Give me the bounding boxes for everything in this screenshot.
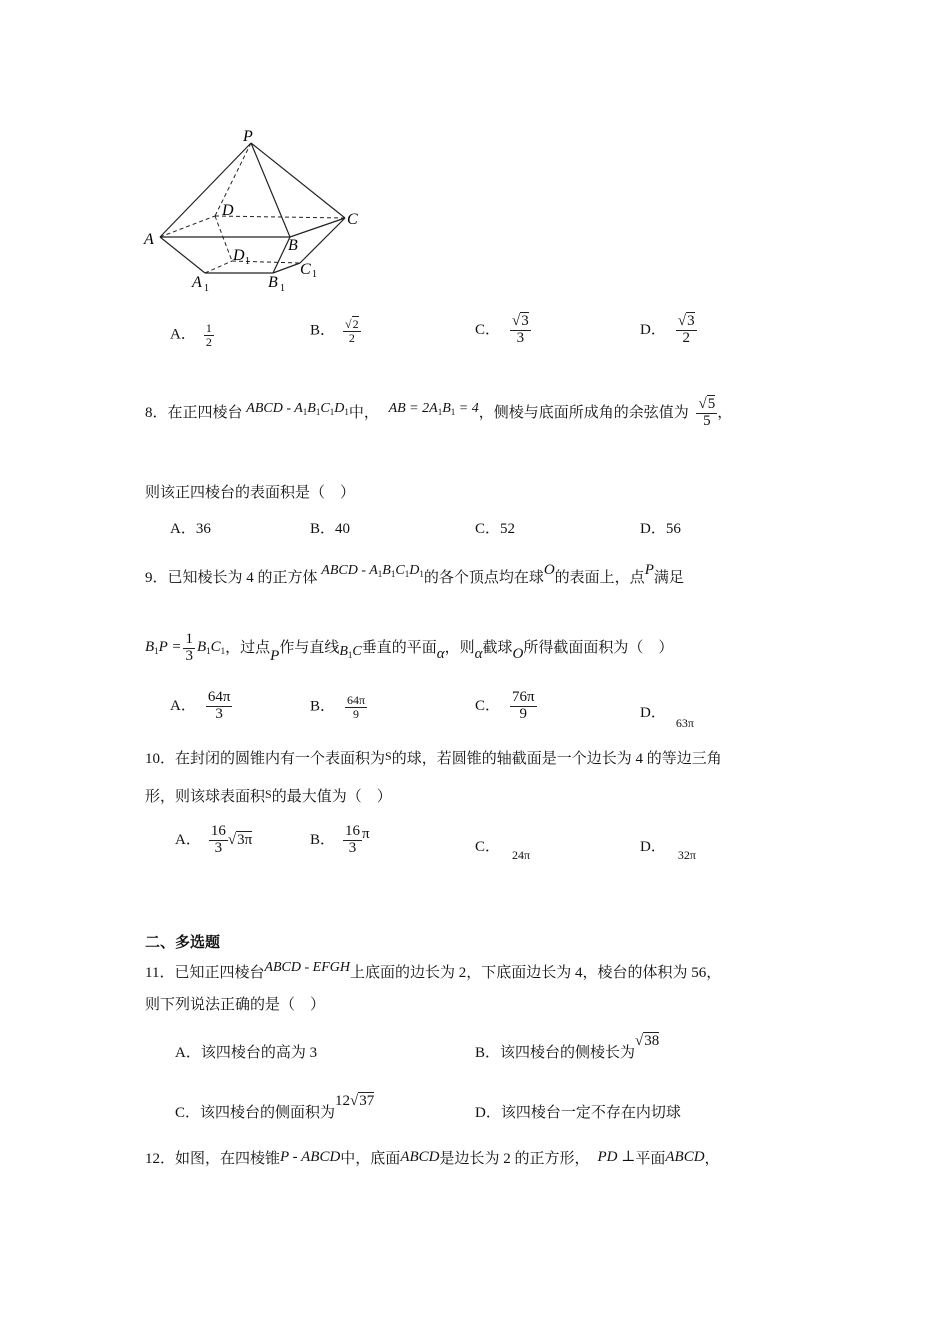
q8-cos-den: 5 [703, 412, 711, 429]
q8-stem-line1: 8．在正四棱台 ABCD - $A_1B_1C_1D_1$中， AB = $2A_1B_1 = 4$，侧棱与底面所成角的余弦值为 $\frac{√5}{5}$ ， [145, 396, 733, 429]
label-C1: C [300, 261, 311, 278]
q9-sphere-O: O [543, 562, 555, 578]
section-title-multiple-choice: 二、多选题 [145, 935, 221, 951]
q9-option-d[interactable]: D．$_{63\pi}$ [640, 705, 694, 730]
label-C1-sub: 1 [312, 269, 317, 280]
q7-option-a[interactable] [170, 322, 214, 348]
q9-option-a[interactable]: A． $\frac{64\pi}{3}$ [170, 689, 231, 722]
label-C: C [347, 211, 358, 228]
q11-frustum-name: ABCD - EFGH [264, 960, 350, 975]
q10-option-c[interactable]: C． $_{24\pi}$ [475, 839, 531, 862]
q9-b-num: 64π [347, 693, 366, 707]
q8-option-c[interactable]: C．52 [475, 521, 516, 537]
label-B1: B [268, 274, 278, 291]
q11-stem-line2: 则下列说法正确的是（ ） [145, 997, 326, 1013]
q11-option-a[interactable]: A．该四棱台的高为 3 [175, 1045, 318, 1061]
q11-option-b[interactable]: B．该四棱台的侧棱长为√38 [475, 1033, 660, 1061]
label-B: B [288, 237, 298, 254]
q9-option-b[interactable]: B． $\frac{64\pi}{9}$ [310, 693, 366, 721]
option-label: D． [640, 321, 666, 338]
q11-stem-line1: 11．已知正四棱台ABCD - EFGH上底面的边长为 2，下底面边长为 4，棱台的体积为 56， [145, 960, 722, 981]
q9-option-c[interactable]: C． $\frac{76\pi}{9}$ [475, 689, 535, 722]
q8-option-a[interactable]: A．36 [170, 521, 211, 537]
q8-frustum-name: ABCD - A [246, 400, 303, 416]
q10-stem-line2: 形，则该球表面积$^S$的最大值为（ ） [145, 787, 392, 805]
q7-a-den: 2 [205, 334, 212, 349]
label-A1: A [192, 274, 202, 291]
q8-cos-num: 5 [707, 396, 716, 412]
q9-c-den: 9 [519, 705, 528, 722]
q7-c-den: 3 [516, 329, 525, 346]
q9-stem-line2: $B_1P$ = $\frac{1}{3}$ $B_1C_1$，过点P作与直线$B_1C$垂直的平面α，则α截球O所得截面面积为（ ） [145, 631, 674, 664]
q9-a-num: 64π [207, 689, 231, 705]
q7-d-num: 3 [687, 313, 695, 329]
q9-frac-den: 3 [185, 647, 193, 664]
q9-stem-line1: 9．已知棱长为 4 的正方体 ABCD - $A_1B_1C_1D_1$的各个顶点均在球O的表面上，点P满足 [145, 562, 684, 587]
label-A: A [144, 231, 154, 248]
label-P: P [243, 128, 253, 145]
q7-option-c[interactable]: C． $\frac{√3}{3}$ [475, 313, 529, 346]
label-D1: D [233, 247, 245, 264]
q9-frac-num: 1 [185, 631, 193, 647]
q7-option-b[interactable]: B． $\frac{√2}{2}$ [310, 317, 359, 345]
q11-option-c[interactable]: C．该四棱台的侧面积为12√37 [175, 1093, 375, 1121]
q8-stem-line2: 则该正四棱台的表面积是（ ） [145, 485, 356, 501]
q10-option-d[interactable]: D． $_{32\pi}$ [640, 839, 696, 862]
q10-c-val: 24π [512, 848, 531, 862]
q11-c-val: 37 [359, 1093, 375, 1109]
q10-d-val: 32π [677, 848, 696, 862]
q9-plane-alpha: α [436, 645, 445, 662]
q7-d-den: 2 [682, 329, 690, 346]
q9-point-P: P [644, 562, 654, 578]
q8-option-b[interactable]: B．40 [310, 521, 351, 537]
option-label: A． [170, 326, 196, 343]
label-B1-sub: 1 [280, 283, 285, 294]
q7-a-num: 1 [205, 321, 212, 335]
q7-b-num: 2 [352, 317, 359, 331]
q7-option-d[interactable]: D． $\frac{√3}{2}$ [640, 313, 695, 346]
q9-d-val: 63π [675, 716, 694, 730]
q10-a-tail: 3π [237, 831, 253, 848]
q9-c-num: 76π [512, 689, 535, 705]
q10-option-a[interactable]: A． $\frac{16}{3}$ √3π [175, 823, 253, 856]
q10-stem-line1: 10．在封闭的圆锥内有一个表面积为$^S$的球，若圆锥的轴截面是一个边长为 4 的等边三角 [145, 749, 722, 767]
q12-stem-line1: 12．如图，在四棱锥P - ABCD中，底面ABCD是边长为 2 的正方形， PD ⊥平面ABCD， [145, 1149, 720, 1167]
q8-option-d[interactable]: D．56 [640, 521, 681, 537]
label-D: D [222, 202, 234, 219]
frustum-pyramid-figure [140, 125, 380, 300]
q12-pyramid-name: P - ABCD [280, 1149, 341, 1165]
label-A1-sub: 1 [204, 283, 209, 294]
q9-a-den: 3 [215, 705, 223, 722]
q10-option-b[interactable]: B． $\frac{16}{3}$ π [310, 823, 370, 856]
option-label: C． [475, 321, 501, 338]
q10-S: S [385, 749, 392, 763]
q11-c-coef: 12 [335, 1093, 351, 1109]
q7-b-den: 2 [348, 330, 355, 345]
q7-c-num: 3 [521, 313, 529, 329]
option-label: B． [310, 322, 336, 339]
q9-cube-name: ABCD - A [321, 563, 378, 578]
q11-b-val: 38 [644, 1033, 660, 1049]
q10-b-tail: π [362, 825, 370, 842]
label-D1-sub: 1 [245, 256, 250, 267]
q11-option-d[interactable]: D．该四棱台一定不存在内切球 [475, 1105, 681, 1121]
q9-b-den: 9 [353, 706, 360, 721]
